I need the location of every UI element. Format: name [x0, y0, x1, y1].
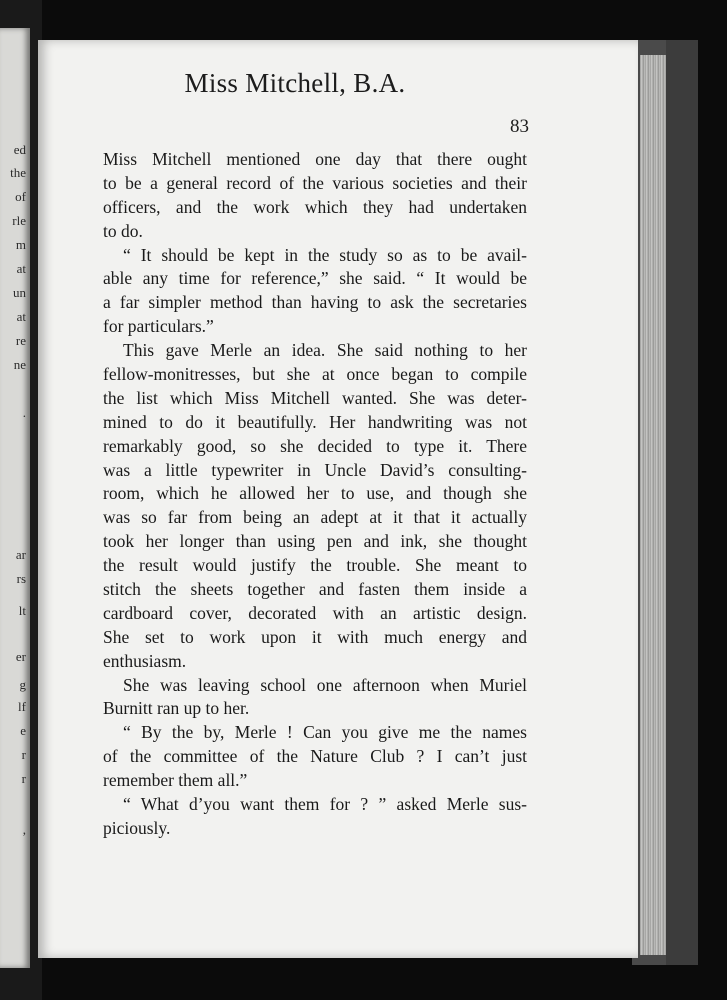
text-line: enthusiasm.: [103, 650, 187, 671]
body-text: [103, 148, 527, 841]
prev-page-fragment: r: [21, 747, 26, 762]
prev-page-fragment: e: [20, 723, 26, 738]
prev-page-fragment: rs: [16, 571, 26, 586]
text-line: remember them all.”: [103, 770, 248, 791]
text-line: the list which Miss Mitchell wanted. She was deter-: [103, 387, 527, 408]
text-line: This gave Merle an idea. She said nothing to her: [123, 340, 527, 361]
text-line: the result would justify the trouble. She meant to: [103, 555, 527, 576]
prev-page-fragment: lf: [18, 699, 26, 714]
prev-page-fragment: g: [19, 677, 26, 692]
text-line: “ By the by, Merle ! Can you give me the names: [123, 722, 527, 743]
text-line: to be a general record of the various societies and their: [103, 172, 527, 193]
text-line: a far simpler method than having to ask the secretaries: [103, 292, 527, 313]
text-line: fellow-monitresses, but she at once began to compile: [103, 364, 527, 385]
text-line: cardboard cover, decorated with an artistic design.: [103, 602, 527, 623]
prev-page-fragment: rle: [12, 213, 26, 228]
prev-page-fragment: ne: [13, 357, 26, 372]
prev-page-fragment: ed: [13, 142, 26, 157]
text-line: was a little typewriter in Uncle David’s consulting-: [103, 459, 527, 480]
page-number: 83: [510, 116, 529, 137]
prev-page-fragment: at: [16, 261, 26, 276]
text-line: “ What d’you want them for ? ” asked Merle sus-: [123, 794, 527, 815]
text-line: to do.: [103, 220, 143, 241]
prev-page-fragment: re: [15, 333, 26, 348]
prev-page-fragment: lt: [18, 603, 26, 618]
prev-page-fragment: un: [13, 285, 26, 300]
text-line: for particulars.”: [103, 316, 214, 337]
prev-page-fragment: at: [16, 309, 26, 324]
prev-page-fragment: ar: [15, 547, 26, 562]
text-line: able any time for reference,” she said. “ It would be: [103, 268, 527, 289]
prev-page-fragment: .: [22, 405, 26, 420]
text-line: officers, and the work which they had undertaken: [103, 196, 527, 217]
text-line: remarkably good, so she decided to type it. There: [103, 435, 527, 456]
text-line: room, which he allowed her to use, and though she: [103, 483, 527, 504]
prev-page-fragment: ,: [22, 822, 26, 837]
page-stack-edge: [640, 55, 666, 955]
text-line: piciously.: [103, 817, 171, 838]
text-line: took her longer than using pen and ink, she thought: [103, 531, 527, 552]
text-line: She was leaving school one afternoon when Muriel: [123, 674, 527, 695]
book-cover-edge: [666, 40, 698, 965]
text-line: Miss Mitchell mentioned one day that there ought: [103, 149, 527, 169]
previous-page-edge: [0, 28, 30, 968]
prev-page-fragment: the: [10, 165, 26, 180]
page-header: [140, 68, 450, 108]
text-line: was so far from being an adept at it that it actually: [103, 507, 527, 528]
text-line: mined to do it beautifully. Her handwriting was not: [103, 411, 527, 432]
text-line: stitch the sheets together and fasten them inside a: [103, 579, 527, 600]
prev-page-fragment: m: [15, 237, 26, 252]
running-head: Miss Mitchell, B.A.: [184, 68, 406, 98]
prev-page-fragment: of: [15, 189, 26, 204]
prev-page-fragment: r: [21, 771, 26, 786]
prev-page-fragment: er: [15, 649, 26, 664]
text-line: “ It should be kept in the study so as to be avail-: [123, 244, 527, 265]
text-line: of the committee of the Nature Club ? I can’t just: [103, 746, 527, 767]
text-line: She set to work upon it with much energy and: [103, 626, 527, 647]
text-line: Burnitt ran up to her.: [103, 698, 250, 719]
